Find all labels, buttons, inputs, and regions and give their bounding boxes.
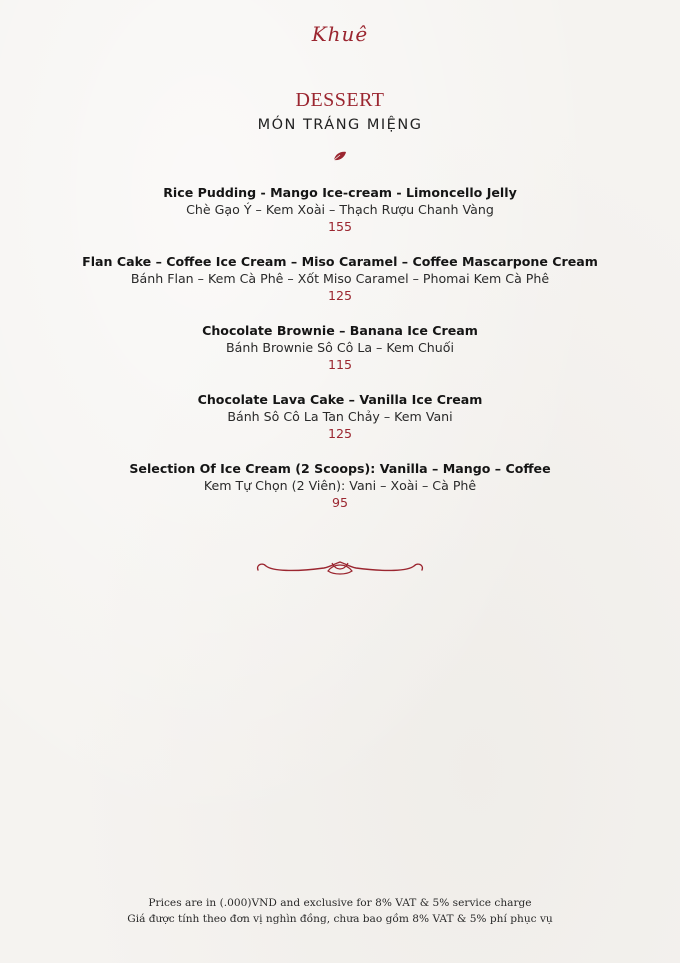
section-subtitle: MÓN TRÁNG MIỆNG [257, 117, 423, 133]
menu-item [0, 184, 680, 253]
item-name-en: Chocolate Lava Cake – Vanilla Ice Cream [197, 392, 483, 407]
menu-item [0, 391, 680, 460]
menu-item [0, 253, 680, 322]
brand-logo: Khuê [311, 22, 369, 46]
pricing-note-vi: Giá được tính theo đơn vị nghìn đồng, chưa bao gồm 8% VAT & 5% phí phục vụ [127, 913, 553, 925]
item-name-vi: Bánh Brownie Sô Cô La – Kem Chuối [226, 340, 454, 355]
menu-items-list [0, 184, 680, 529]
item-price: 125 [327, 288, 353, 303]
leaf-icon [332, 150, 348, 162]
pricing-note-en: Prices are in (.000)VND and exclusive for 8% VAT & 5% service charge [148, 897, 532, 909]
item-name-en: Selection Of Ice Cream (2 Scoops): Vanilla – Mango – Coffee [129, 461, 551, 476]
item-name-en: Rice Pudding - Mango Ice-cream - Limoncello Jelly [163, 185, 517, 200]
item-name-vi: Chè Gạo Ý – Kem Xoài – Thạch Rượu Chanh Vàng [186, 202, 494, 217]
item-price: 115 [327, 357, 353, 372]
item-name-vi: Bánh Sô Cô La Tan Chảy – Kem Vani [227, 409, 453, 424]
menu-item [0, 322, 680, 391]
section-title: DESSERT [295, 89, 385, 111]
flourish-divider-icon [254, 557, 426, 577]
item-price: 95 [331, 495, 349, 510]
item-price: 155 [327, 219, 353, 234]
pricing-note [0, 895, 680, 927]
item-price: 125 [327, 426, 353, 441]
menu-item [0, 460, 680, 529]
item-name-vi: Kem Tự Chọn (2 Viên): Vani – Xoài – Cà Phê [203, 478, 477, 493]
item-name-vi: Bánh Flan – Kem Cà Phê – Xốt Miso Caramel – Phomai Kem Cà Phê [130, 271, 550, 286]
item-name-en: Chocolate Brownie – Banana Ice Cream [202, 323, 478, 338]
item-name-en: Flan Cake – Coffee Ice Cream – Miso Caramel – Coffee Mascarpone Cream [82, 254, 598, 269]
